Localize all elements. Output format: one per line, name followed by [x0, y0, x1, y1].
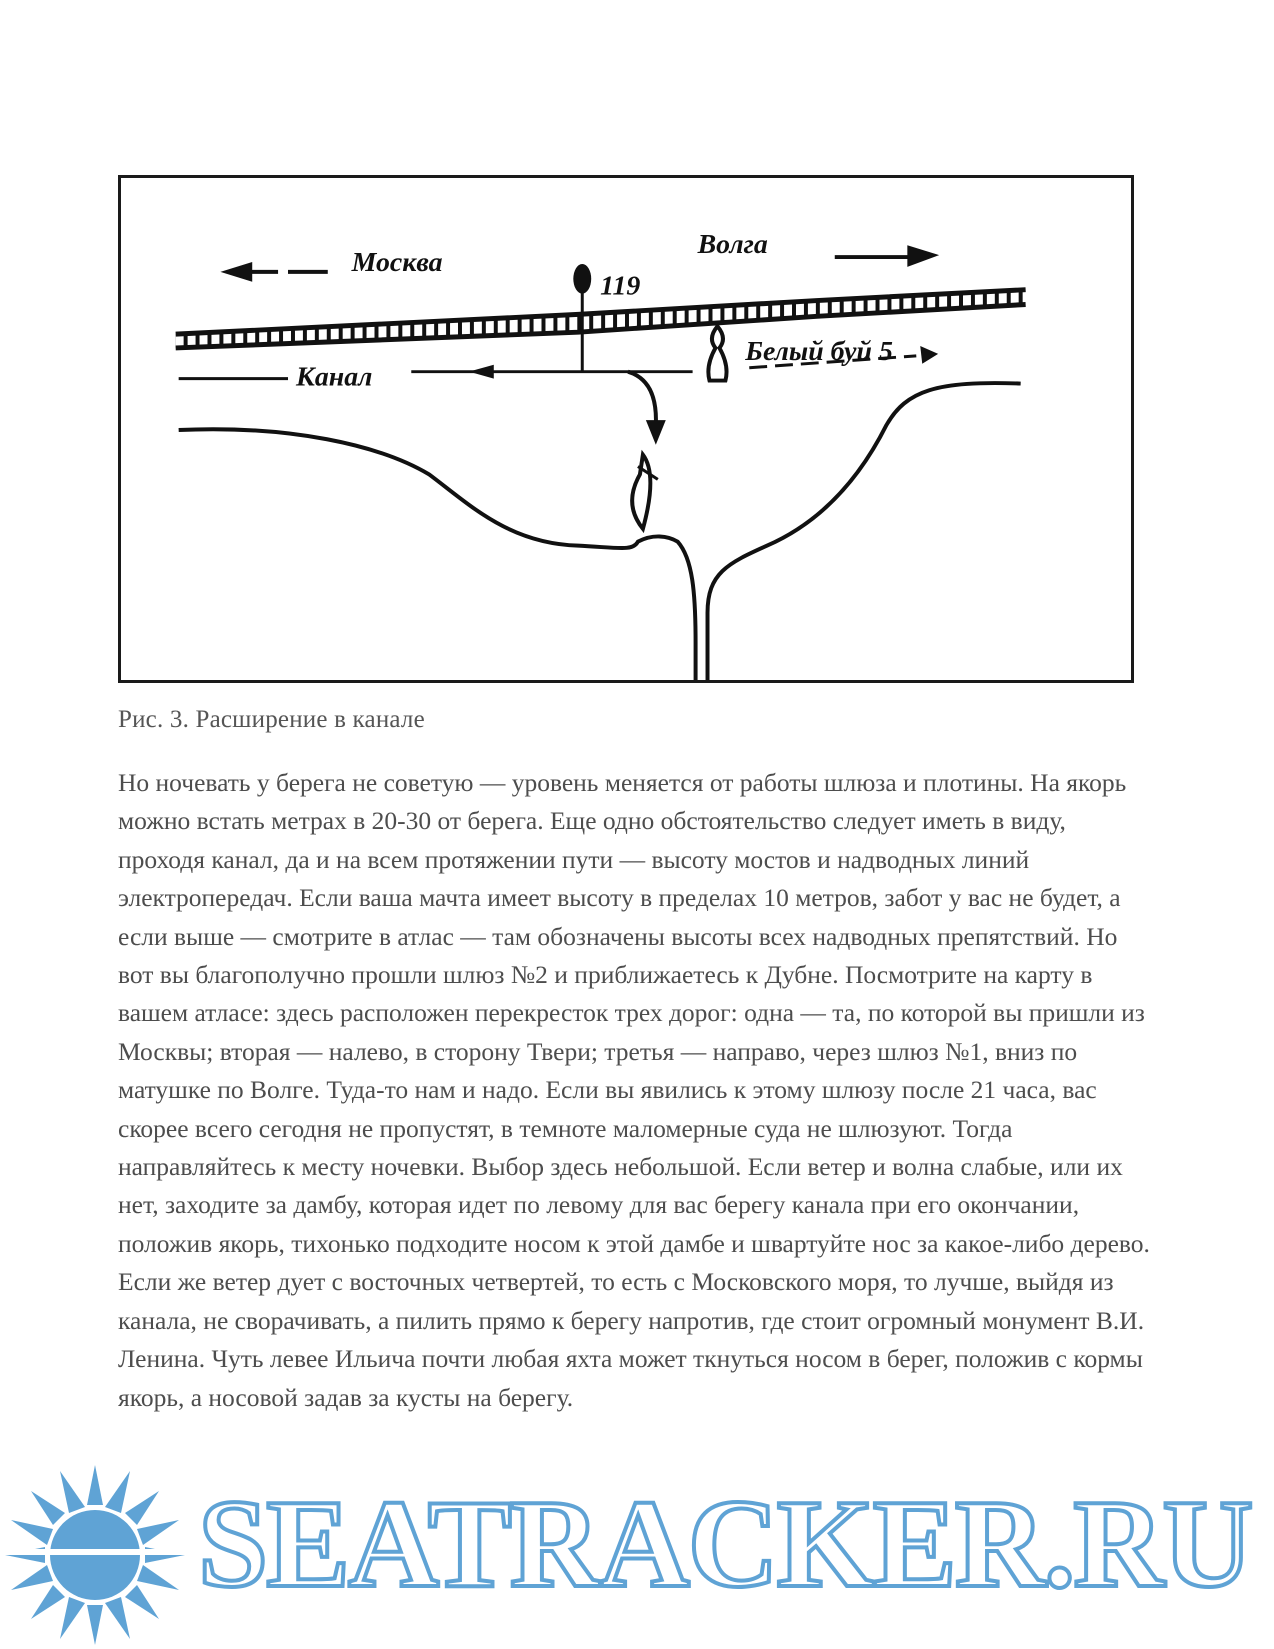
volga-arrow — [835, 245, 939, 267]
canal-diagram-drawing — [121, 178, 1131, 680]
anchored-boat-icon — [632, 455, 658, 529]
watermark-text: SEATRACKER.RU — [198, 1475, 1252, 1614]
white-buoy-icon — [708, 326, 726, 380]
figure-caption: Рис. 3. Расширение в канале — [118, 706, 425, 733]
moskva-label: Москва — [351, 246, 443, 278]
article-paragraph: Но ночевать у берега не советую — уровень меняется от работы шлюза и плотины. На якорь можно встать метрах в 20-30 от берега. Еще одно обстоятельство следует иметь в виду, проходя канал, да и на всем протяжении пути — высоту мостов и надводных линий электропередач. Если ваша мачта имеет высоту в пределах 10 метров, забот у вас не будет, а если выше — смотрите в атлас — там обозначены высоты всех надводных препятствий. Но вот вы благополучно прошли шлюз №2 и приближаетесь к Дубне. Посмотрите на карту в вашем атласе: здесь расположен перекресток трех дорог: одна — та, по которой вы пришли из Москвы; вторая — налево, в сторону Твери; третья — направо, через шлюз №1, вниз по матушке по Волге. Туда-то нам и надо. Если вы явились к этому шлюзу после 21 часа, вас скорее всего сегодня не пропустят, в темноте маломерные суда не шлюзуют. Тогда направляйтесь к месту ночевки. Выбор здесь небольшой. Если ветер и волна слабые, или их нет, заходите за дамбу, которая идет по левому для вас берегу канала при его окончании, положив якорь, тихонько подходите носом к этой дамбе и швартуйте нос за какое-либо дерево. Если же ветер дует с восточных четвертей, то есть с Московского моря, то лучше, выйдя из канала, не сворачивать, а пилить прямо к берегу напротив, где стоит огромный монумент В.И. Ленина. Чуть левее Ильича почти любая яхта может ткнуться носом в берег, положив с кормы якорь, а носовой задав за кусты на берегу. — [118, 768, 1150, 1412]
volga-label: Волга — [697, 229, 768, 261]
anchorage-route — [628, 372, 666, 445]
kanal-line — [179, 365, 693, 379]
shoreline — [179, 383, 1021, 680]
moskva-arrow — [220, 262, 329, 282]
buoy-number-label: 119 — [600, 270, 641, 302]
white-buoy-label: Белый буй 5 — [745, 335, 893, 367]
kanal-label: Канал — [295, 361, 373, 393]
canal-diagram — [118, 175, 1134, 683]
